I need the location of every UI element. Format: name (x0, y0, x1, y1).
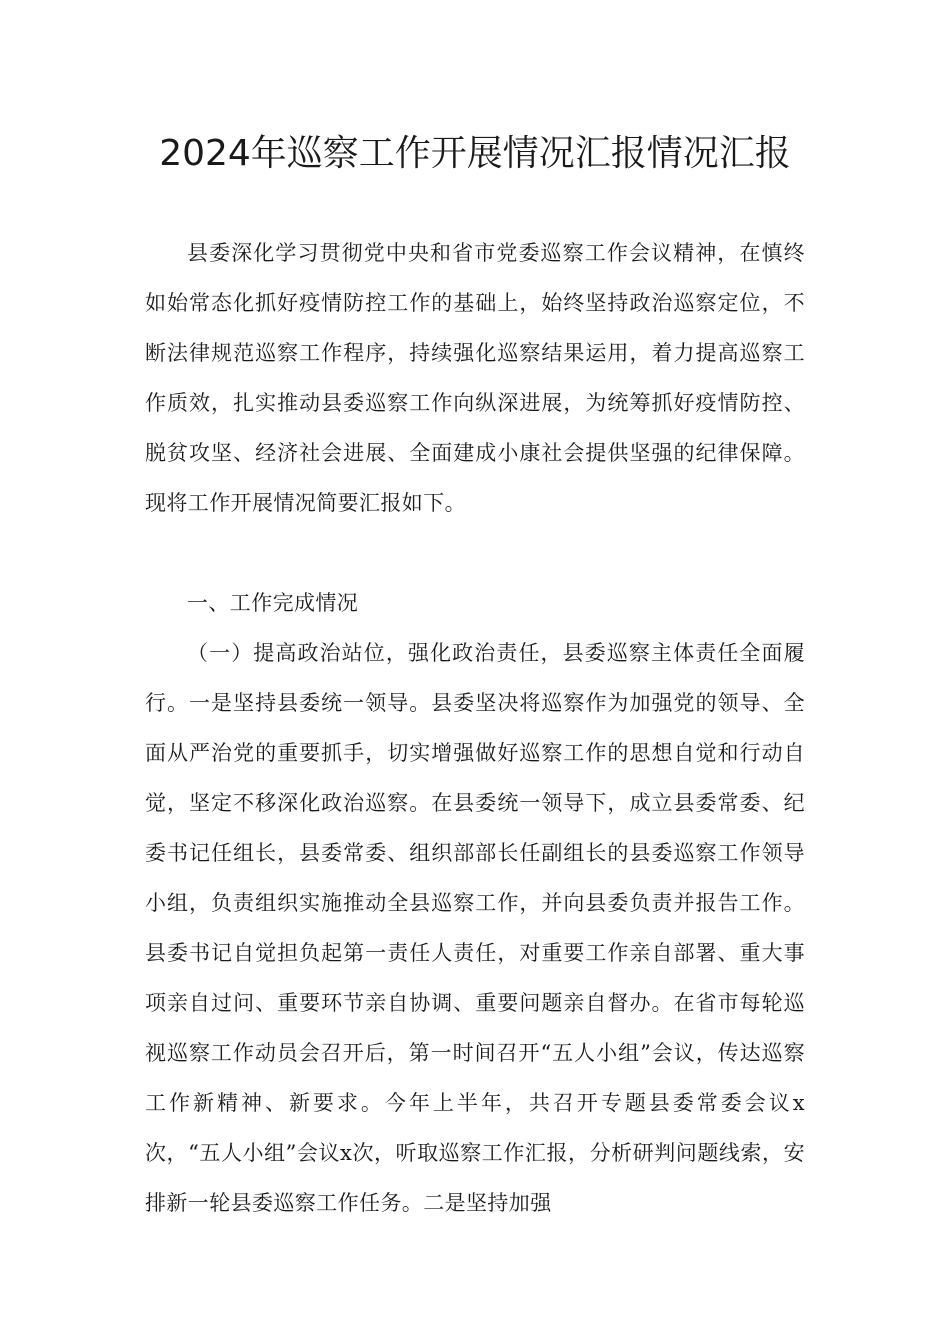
intro-paragraph: 县委深化学习贯彻党中央和省市党委巡察工作会议精神，在慎终如始常态化抓好疫情防控工作的基础上，始终坚持政治巡察定位，不断法律规范巡察工作程序，持续强化巡察结果运用，着力提高巡察工作质效，扎实推动县委巡察工作向纵深进展，为统筹抓好疫情防控、脱贫攻坚、经济社会进展、全面建成小康社会提供坚强的纪律保障。现将工作开展情况简要汇报如下。 (145, 241, 805, 515)
section-heading: 一、工作完成情况 (187, 591, 359, 615)
document-title: 2024年巡察工作开展情况汇报情况汇报 (159, 133, 791, 174)
section-paragraph: （一）提高政治站位，强化政治责任，县委巡察主体责任全面履行。一是坚持县委统一领导。县委坚决将巡察作为加强党的领导、全面从严治党的重要抓手，切实增强做好巡察工作的思想自觉和行动自觉，坚定不移深化政治巡察。在县委统一领导下，成立县委常委、纪委书记任组长，县委常委、组织部部长任副组长的县委巡察工作领导小组，负责组织实施推动全县巡察工作，并向县委负责并报告工作。县委书记自觉担负起第一责任人责任，对重要工作亲自部署、重大事项亲自过问、重要环节亲自协调、重要问题亲自督办。在省市每轮巡视巡察工作动员会召开后，第一时间召开“五人小组”会议，传达巡察工作新精神、新要求。今年上半年，共召开专题县委常委会议x次，“五人小组”会议x次，听取巡察工作汇报，分析研判问题线索，安排新一轮县委巡察工作任务。二是坚持加强 (145, 641, 805, 1215)
paragraph-spacer (145, 528, 805, 578)
document-body (145, 228, 805, 1228)
